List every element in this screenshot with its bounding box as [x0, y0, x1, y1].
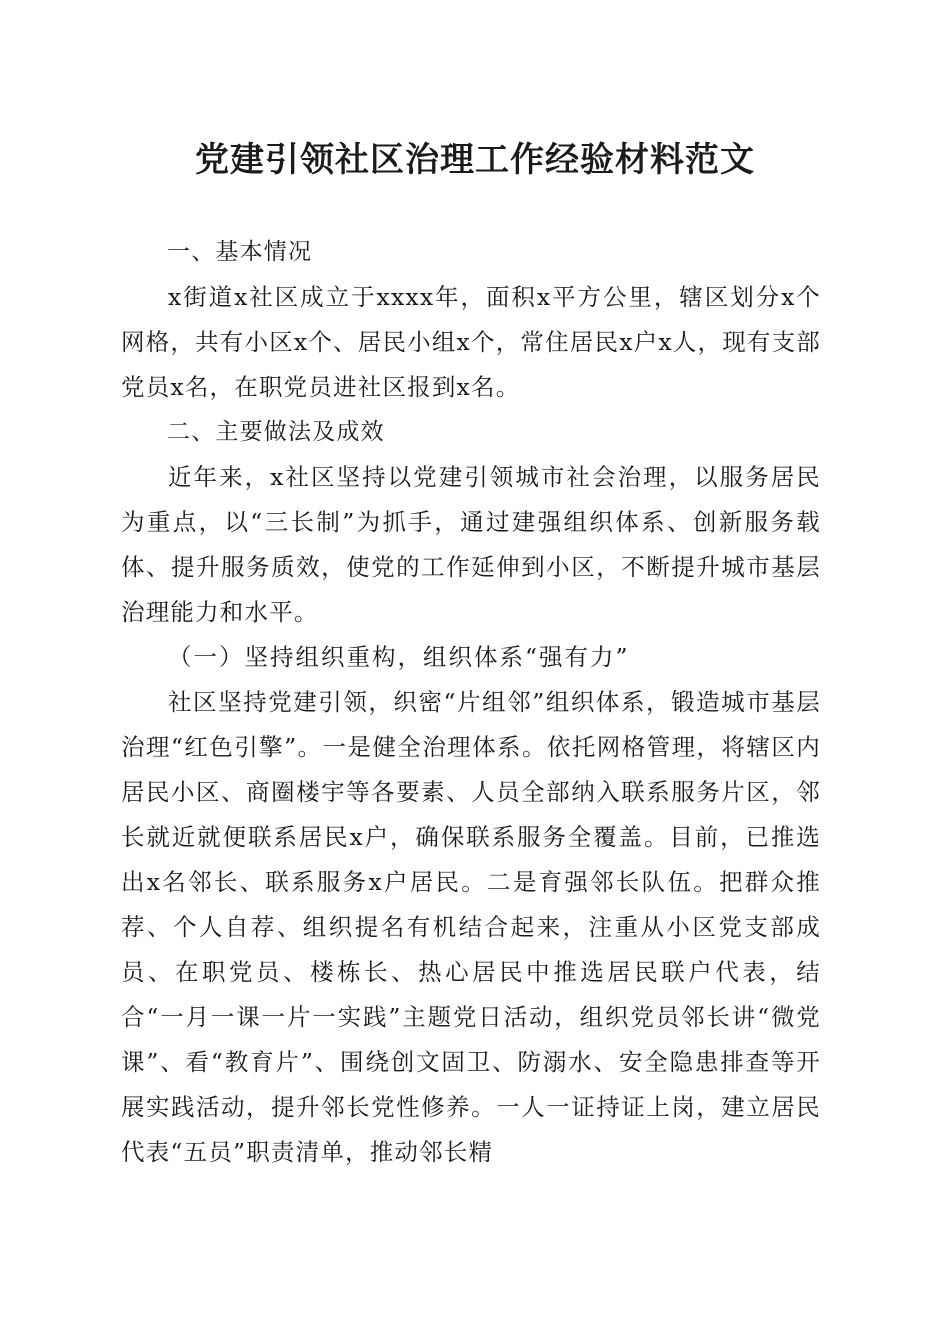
section-heading-basic-info: 一、基本情况 — [167, 239, 313, 265]
document-body — [121, 230, 821, 1175]
subsection-heading-organization: （一）坚持组织重构，组织体系“强有力” — [168, 643, 630, 671]
section-heading-practices: 二、主要做法及成效 — [167, 419, 385, 445]
paragraph-practices-intro: 近年来，x社区坚持以党建引领城市社会治理，以服务居民为重点，以“三长制”为抓手，通过建强组织体系、创新服务载体、提升服务质效，使党的工作延伸到小区，不断提升城市基层治理能力和水平。 — [121, 463, 821, 626]
paragraph-basic-info: x街道x社区成立于xxxx年，面积x平方公里，辖区划分x个网格，共有小区x个、居民小组x个，常住居民x户x人，现有支部党员x名，在职党员进社区报到x名。 — [121, 283, 822, 401]
paragraph-organization: 社区坚持党建引领，织密“片组邻”组织体系，锻造城市基层治理“红色引擎”。一是健全治理体系。依托网格管理，将辖区内居民小区、商圈楼宇等各要素、人员全部纳入联系服务片区，邻长就近就便联系居民x户，确保联系服务全覆盖。目前，已推选出x名邻长、联系服务x户居民。二是育强邻长队伍。把群众推荐、个人自荐、组织提名有机结合起来，注重从小区党支部成员、在职党员、楼栋长、热心居民中推选居民联户代表，结合“一月一课一片一实践”主题党日活动，组织党员邻长讲“微党课”、看“教育片”、围绕创文固卫、防溺水、安全隐患排查等开展实践活动，提升邻长党性修养。一人一证持证上岗，建立居民代表“五员”职责清单，推动邻长精 — [121, 688, 821, 1166]
document-title: 党建引领社区治理工作经验材料范文 — [195, 140, 755, 180]
